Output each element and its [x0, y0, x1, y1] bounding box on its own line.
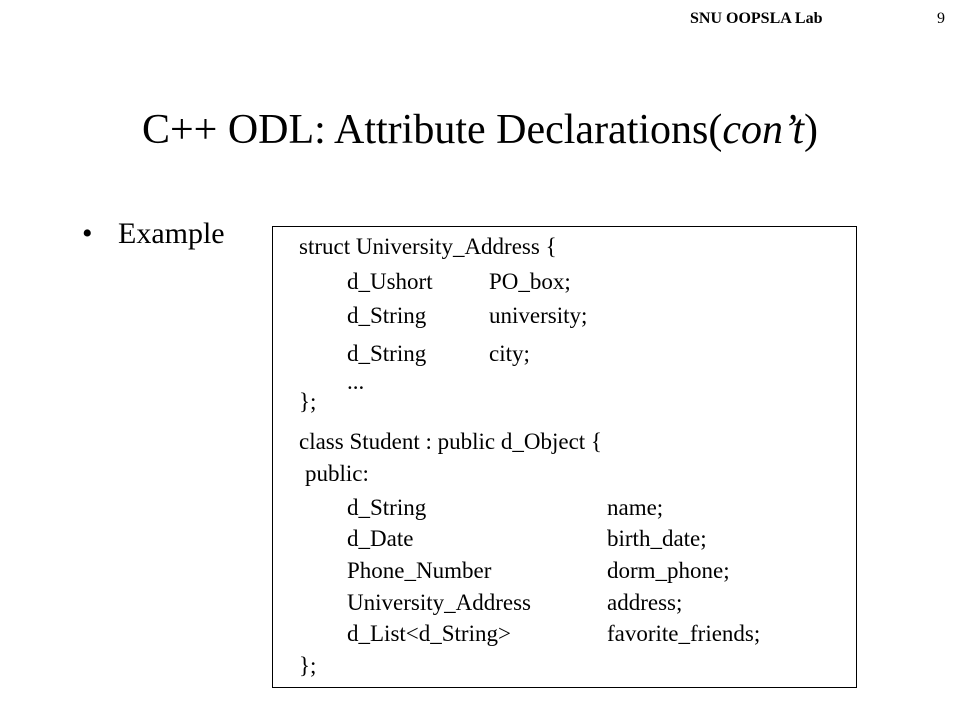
slide-title-italic: con’t: [722, 107, 805, 153]
field-type: d_String: [347, 303, 427, 328]
field-type: d_String: [347, 495, 427, 520]
field-name: dorm_phone;: [607, 558, 730, 583]
page-number: 9: [937, 10, 945, 27]
field-name: address;: [607, 590, 683, 615]
field-name: city;: [489, 341, 530, 366]
bullet-example: [82, 214, 225, 254]
bullet-dot-icon: •: [82, 217, 93, 250]
header-lab-name: SNU OOPSLA Lab: [690, 10, 823, 27]
struct-ellipsis: ...: [347, 369, 365, 394]
field-name: university;: [489, 303, 588, 328]
struct-close-line: };: [299, 389, 317, 414]
class-close-line: };: [299, 653, 317, 678]
bullet-label: Example: [118, 217, 225, 250]
field-type: Phone_Number: [347, 558, 492, 583]
struct-open-line: struct University_Address {: [299, 234, 557, 259]
field-name: favorite_friends;: [607, 621, 761, 646]
code-box: [272, 226, 857, 688]
field-type: d_Ushort: [347, 269, 433, 294]
field-name: name;: [607, 495, 664, 520]
class-access-line: public:: [305, 461, 369, 486]
field-type: d_Date: [347, 526, 414, 551]
slide-title: [0, 100, 960, 160]
field-name: birth_date;: [607, 526, 707, 551]
field-type: University_Address: [347, 590, 531, 615]
slide-title-close: ): [804, 107, 819, 153]
slide-title-main: C++ ODL: Attribute Declarations(: [141, 107, 723, 153]
field-name: PO_box;: [489, 269, 571, 294]
class-open-line: class Student : public d_Object {: [299, 429, 602, 454]
field-type: d_List<d_String>: [347, 621, 511, 646]
field-type: d_String: [347, 341, 427, 366]
